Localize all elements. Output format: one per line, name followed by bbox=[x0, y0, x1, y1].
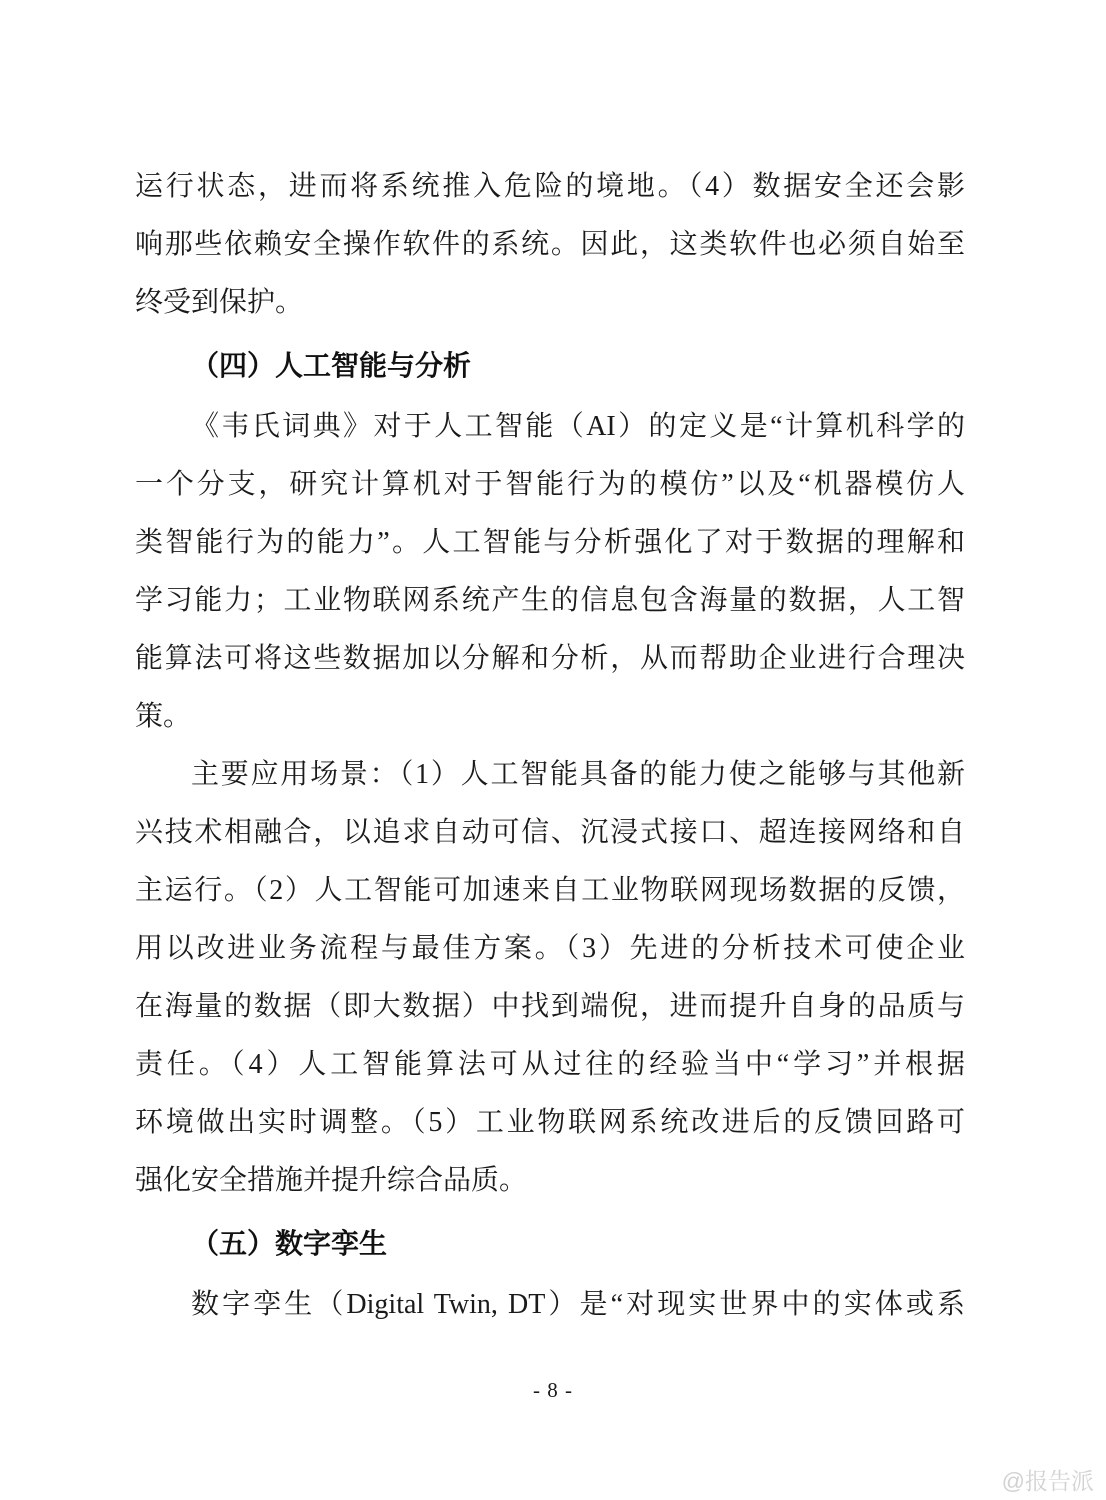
text-line: 责任。（4）人工智能算法可从过往的经验当中“学习”并根据 bbox=[135, 1049, 965, 1080]
text-line: 兴技术相融合，以追求自动可信、沉浸式接口、超连接网络和自 bbox=[135, 817, 965, 848]
text-line: 环境做出实时调整。（5）工业物联网系统改进后的反馈回路可 bbox=[135, 1107, 965, 1138]
paragraph bbox=[135, 158, 965, 332]
section-heading-4: （四）人工智能与分析 bbox=[191, 351, 472, 382]
paragraph bbox=[135, 746, 965, 1210]
text-line: 主要应用场景：（1）人工智能具备的能力使之能够与其他新 bbox=[191, 759, 965, 790]
page-body-text bbox=[135, 158, 965, 1334]
text-line: 在海量的数据（即大数据）中找到端倪，进而提升自身的品质与 bbox=[135, 991, 965, 1022]
paragraph bbox=[135, 1276, 965, 1334]
text-line: 主运行。（2）人工智能可加速来自工业物联网现场数据的反馈， bbox=[135, 875, 965, 906]
watermark: @报告派 bbox=[1001, 1468, 1094, 1494]
text-line: 一个分支，研究计算机对于智能行为的模仿”以及“机器模仿人 bbox=[135, 469, 965, 500]
paragraph bbox=[135, 398, 965, 746]
text-line: 策。 bbox=[135, 701, 192, 732]
text-line: 能算法可将这些数据加以分解和分析，从而帮助企业进行合理决 bbox=[135, 643, 965, 674]
text-line: 运行状态，进而将系统推入危险的境地。（4）数据安全还会影 bbox=[135, 171, 965, 202]
text-line: 学习能力；工业物联网系统产生的信息包含海量的数据，人工智 bbox=[135, 585, 965, 616]
text-line: 数字孪生（Digital Twin, DT）是“对现实世界中的实体或系 bbox=[191, 1289, 965, 1320]
text-line: 终受到保护。 bbox=[135, 287, 304, 318]
text-line: 用以改进业务流程与最佳方案。（3）先进的分析技术可使企业 bbox=[135, 933, 965, 964]
section-heading-5: （五）数字孪生 bbox=[191, 1229, 388, 1260]
text-line: 类智能行为的能力”。人工智能与分析强化了对于数据的理解和 bbox=[135, 527, 965, 558]
page-number: - 8 - bbox=[533, 1378, 573, 1402]
text-line: 《韦氏词典》对于人工智能（AI）的定义是“计算机科学的 bbox=[191, 411, 965, 442]
text-line: 响那些依赖安全操作软件的系统。因此，这类软件也必须自始至 bbox=[135, 229, 965, 260]
text-line: 强化安全措施并提升综合品质。 bbox=[135, 1165, 528, 1196]
